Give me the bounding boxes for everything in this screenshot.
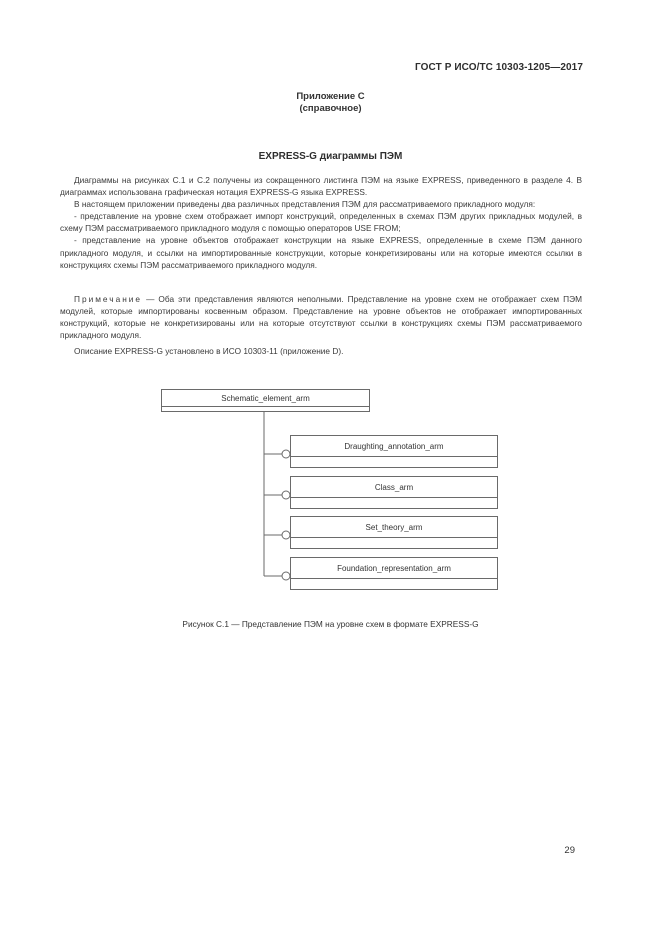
annex-subtitle: (справочное) <box>299 103 362 114</box>
paragraph: В настоящем приложении приведены два различных представления ПЭМ для рассматриваемого прикладного модуля: <box>74 199 536 210</box>
schema-box-imported <box>290 476 498 509</box>
schema-box-main <box>161 389 370 412</box>
relationship-circle-icon <box>282 572 290 580</box>
note-label: Примечание <box>74 294 143 304</box>
section-title: EXPRESS-G диаграммы ПЭМ <box>258 151 403 162</box>
schema-name: Draughting_annotation_arm <box>344 442 444 451</box>
schema-divider <box>162 406 369 407</box>
schema-divider <box>291 456 497 457</box>
schema-divider <box>291 497 497 498</box>
paragraph: Описание EXPRESS-G установлено в ИСО 10303-11 (приложение D). <box>74 346 344 356</box>
schema-divider <box>291 578 497 579</box>
figure-caption: Рисунок С.1 — Представление ПЭМ на уровне схем в формате EXPRESS-G <box>182 619 479 629</box>
schema-name: Class_arm <box>374 483 414 492</box>
note-text: — Оба эти представления являются неполными. Представление на уровне схем не отображает схем ПЭМ модулей, которые импортированы косвенным образом. Представление на уровне объектов не отображает импортированных конструкций, которые не конкретизированы или на которые отсутствуют ссылки в конструкциях схемы ПЭМ рассматриваемого прикладного модуля. <box>60 294 582 341</box>
document-header: ГОСТ Р ИСО/ТС 10303-1205—2017 <box>415 62 583 73</box>
list-item: - представление на уровне схем отображает импорт конструкций, определенных в схемах ПЭМ других прикладных модулей, в схему ПЭМ рассматриваемого прикладного модуля с помощью операторов USE FROM; <box>60 211 582 234</box>
schema-box-imported <box>290 516 498 549</box>
schema-name: Foundation_representation_arm <box>337 564 451 573</box>
schema-name: Schematic_element_arm <box>221 394 310 403</box>
schema-box-imported <box>290 435 498 468</box>
annex-title: Приложение С <box>296 91 365 102</box>
page-number: 29 <box>564 845 575 856</box>
relationship-circle-icon <box>282 450 290 458</box>
list-item: - представление на уровне объектов отображает конструкции на языке EXPRESS, определенные в схеме ПЭМ данного прикладного модуля, и ссылки на импортированные конструкции, которые конкретизированы или на которые имеются ссылки в конструкциях схемы ПЭМ рассматриваемого прикладного модуля. <box>60 235 582 270</box>
schema-divider <box>291 537 497 538</box>
paragraph: Диаграммы на рисунках С.1 и С.2 получены из сокращенного листинга ПЭМ на языке EXPRESS, приведенного в разделе 4. В диаграммах использована графическая нотация EXPRESS-G языка EXPRESS. <box>60 175 582 198</box>
schema-name: Set_theory_arm <box>365 523 423 532</box>
relationship-circle-icon <box>282 491 290 499</box>
relationship-circle-icon <box>282 531 290 539</box>
schema-box-imported <box>290 557 498 590</box>
